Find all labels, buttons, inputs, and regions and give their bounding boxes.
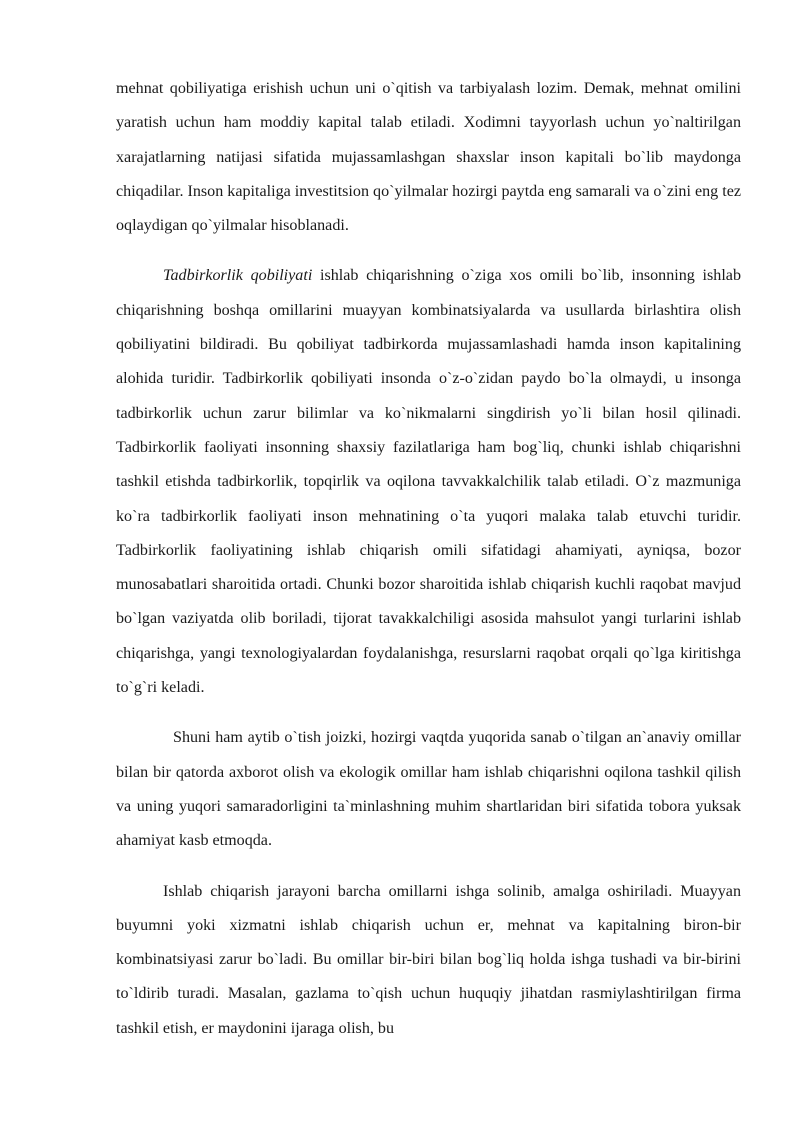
- paragraph-human-capital: mehnat qobiliyatiga erishish uchun uni o`qitish va tarbiyalash lozim. Demak, mehnat omilini yaratish uchun ham moddiy kapital talab etiladi. Xodimni tayyorlash uchun yo`naltirilgan xarajatlarning natijasi sifatida mujassamlashgan shaxslar inson kapitali bo`lib maydonga chiqadilar. Inson kapitaliga investitsion qo`yilmalar hozirgi paytda eng samarali va o`zini eng tez oqlaydigan qo`yilmalar hisoblanadi.: [116, 80, 741, 235]
- paragraph-entrepreneurship: [116, 259, 741, 705]
- paragraph-entrepreneurship-body: ishlab chiqarishning o`ziga xos omili bo`lib, insonning ishlab chiqarishning boshqa omillarini muayyan kombinatsiyalarda va usullarda birlashtira olish qobiliyatini bildiradi. Bu qobiliyat tadbirkorda mujassamlashadi hamda inson kapitalining alohida turidir. Tadbirkorlik qobiliyati insonda o`z-o`zidan paydo bo`la olmaydi, u insonga tadbirkorlik uchun zarur bilimlar va ko`nikmalarni singdirish yo`li bilan hosil qilinadi. Tadbirkorlik faoliyati insonning shaxsiy fazilatlariga ham bog`liq, chunki ishlab chiqarishni tashkil etishda tadbirkorlik, topqirlik va oqilona tavvakkalchilik talab etiladi. O`z mazmuniga ko`ra tadbirkorlik faoliyati inson mehnatining o`ta yuqori malaka talab etuvchi turidir. Tadbirkorlik faoliyatining ishlab chiqarish omili sifatidagi ahamiyati, ayniqsa, bozor munosabatlari sharoitida ortadi. Chunki bozor sharoitida ishlab chiqarish kuchli raqobat mavjud bo`lgan vaziyatda olib boriladi, tijorat tavakkalchiligi asosida mahsulot yangi turlarini ishlab chiqarishga, yangi texnologiyalardan foydalanishga, resurslarni raqobat orqali qo`lga kiritishga to`g`ri keladi.: [116, 267, 741, 697]
- term-entrepreneurial-ability: Tadbirkorlik qobiliyati: [163, 267, 313, 285]
- paragraph-information-ecology: Shuni ham aytib o`tish joizki, hozirgi vaqtda yuqorida sanab o`tilgan an`anaviy omillar bilan bir qatorda axborot olish va ekologik omillar ham ishlab chiqarishni oqilona tashkil qilish va uning yuqori samaradorligini ta`minlashning muhim shartlaridan biri sifatida tobora yuksak ahamiyat kasb etmoqda.: [116, 729, 741, 850]
- paragraph-production-process: Ishlab chiqarish jarayoni barcha omillarni ishga solinib, amalga oshiriladi. Muayyan buyumni yoki xizmatni ishlab chiqarish uchun er, mehnat va kapitalning biron-bir kombinatsiyasi zarur bo`ladi. Bu omillar bir-biri bilan bog`liq holda ishga tushadi va bir-birini to`ldirib turadi. Masalan, gazlama to`qish uchun huquqiy jihatdan rasmiylashtirilgan firma tashkil etish, er maydonini ijaraga olish, bu: [116, 882, 741, 1037]
- document-page: [116, 72, 741, 1062]
